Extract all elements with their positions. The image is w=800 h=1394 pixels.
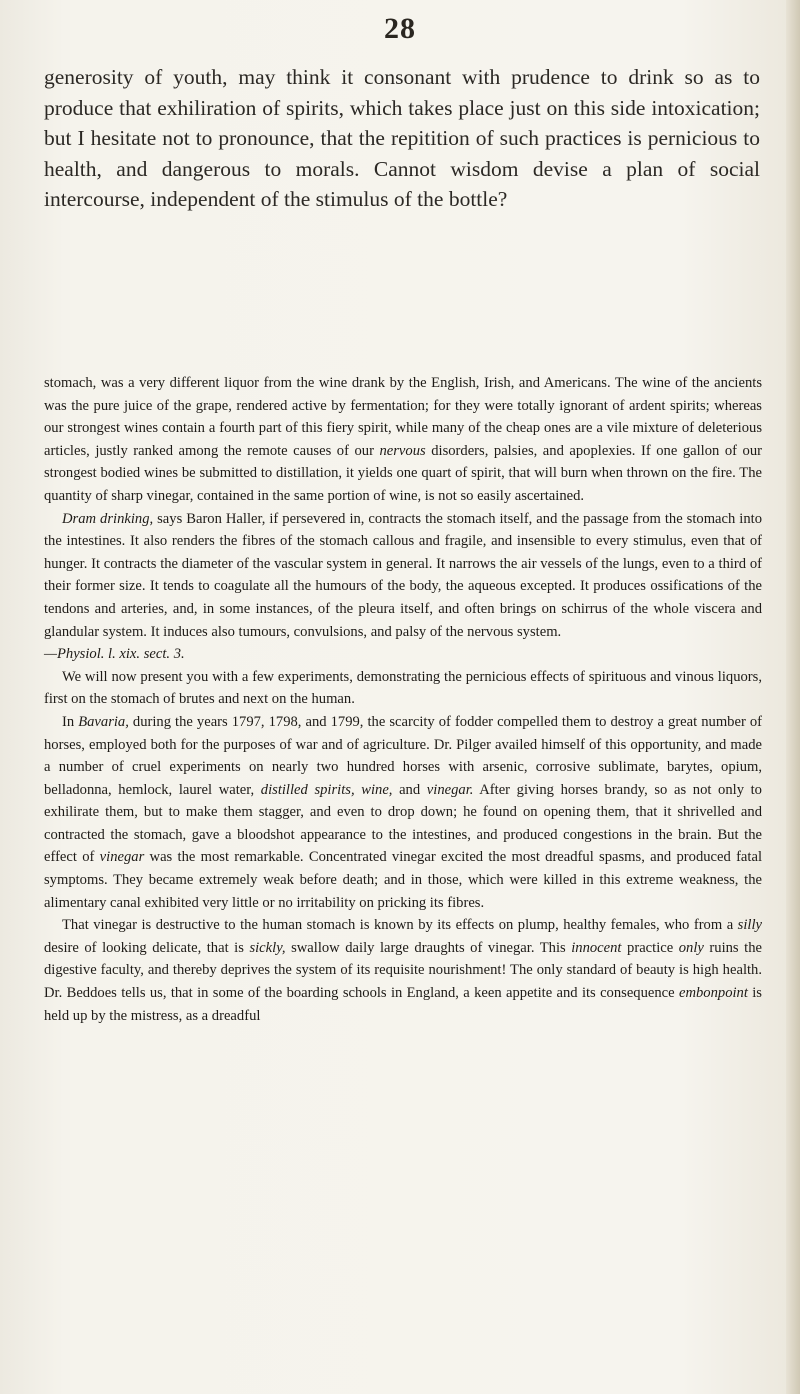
note-paragraph-5 — [44, 914, 762, 1027]
note-emphasis: distilled spirits, wine, — [260, 781, 393, 798]
note-text: desire of looking delicate, that is — [44, 939, 250, 956]
note-emphasis: embonpoint — [678, 985, 748, 1002]
note-emphasis: nervous — [379, 442, 426, 459]
note-text: That vinegar is destructive to the human stomach is known by its effects on plump, healthy females, who from a — [62, 917, 738, 934]
page-edge — [786, 0, 800, 1394]
note-emphasis: vinegar. — [426, 781, 474, 798]
note-emphasis: innocent — [571, 939, 622, 956]
note-paragraph-1 — [44, 372, 762, 508]
note-text: swallow daily large draughts of vinegar. This — [285, 939, 572, 956]
note-emphasis: vinegar — [99, 849, 145, 866]
note-text: practice — [621, 939, 679, 956]
note-text: was the most remarkable. Concentrated vinegar excited the most dreadful spasms, and produced fatal symptoms. They became extremely weak before death; and in those, which were killed in this extreme weakness, the alimentary canal exhibited very little or no irritability on pricking its fibres. — [44, 849, 762, 911]
note-text: says Baron Haller, if persevered in, contracts the stomach itself, and the passage from the stomach into the intestines. It also renders the fibres of the stomach callous and fragile, and insensible to every stimulus, even that of hunger. It contracts the diameter of the vascular system in general. It narrows the air vessels of the lungs, even to a third of their former size. It tends to coagulate all the humours of the body, the aqueous excepted. It produces ossifications of the tendons and arteries, and, in some instances, of the pleura itself, and often brings on schirrus of the whole viscera and glandular system. It induces also tumours, convulsions, and palsy of the nervous system. — [44, 510, 762, 640]
note-emphasis: Dram drinking, — [62, 510, 154, 527]
note-text: during the years 1797, 1798, and 1799, the scarcity of fodder compelled them to destroy a great number of horses, employed both for the purposes of war and of agriculture. Dr. Pilger availed himself of this opportunity, and made a number of cruel experiments on nearly two hundred horses with arsenic, corrosive sublimate, barytes, opium, belladonna, hemlock, laurel water, — [44, 713, 762, 798]
note-text: ruins the digestive faculty, and thereby deprives the system of its requisite nourishment! The only standard of beauty is high health. Dr. Beddoes tells us, that in some of the boarding schools in England, a keen appetite and its consequence — [44, 939, 762, 1002]
note-paragraph-4 — [44, 711, 762, 914]
note-emphasis: only — [678, 939, 704, 956]
note-text: In — [62, 713, 79, 730]
footnote-block — [44, 372, 762, 1027]
page-number: 28 — [384, 12, 416, 45]
note-text: and — [392, 781, 427, 798]
note-paragraph-3: We will now present you with a few experiments, demonstrating the pernicious effects of spirituous and vinous liquors, first on the stomach of brutes and next on the human. — [44, 668, 762, 708]
lead-paragraph: generosity of youth, may think it consonant with prudence to drink so as to produce that exhiliration of spirits, which takes place just on this side intoxication; but I hesitate not to pronounce, that the repitition of such practices is pernicious to health, and dangerous to morals. Cannot wisdom devise a plan of social intercourse, independent of the stimulus of the bottle? — [44, 65, 760, 211]
note-text: stomach, was a very different liquor from the wine drank by the English, Irish, and Americans. The wine of the ancients was the pure juice of the grape, rendered active by fermentation; for they were totally ignorant of ardent spirits; whereas our strongest wines contain a fourth part of this fiery spirit, while many of the cheap ones are a vile mixture of deleterious articles, justly ranked among the remote causes of our — [44, 375, 762, 459]
main-text — [44, 62, 760, 215]
note-text: is held up by the mistress, as a dreadful — [44, 985, 762, 1024]
note-paragraph-2 — [44, 508, 762, 644]
note-emphasis: Bavaria, — [78, 713, 129, 730]
citation: —Physiol. l. xix. sect. 3. — [44, 646, 185, 663]
note-text: After giving horses brandy, so as not only to exhilirate them, but to make them stagger, and even to drop down; he found on opening them, that it shrivelled and contracted the stomach, gave a bloodshot appearance to the intestines, and produced congestions in the brain. But the effect of — [44, 781, 762, 866]
note-emphasis: sickly, — [249, 939, 286, 956]
note-emphasis: silly — [737, 917, 762, 934]
note-reference — [44, 643, 762, 666]
note-text: disorders, palsies, and apoplexies. If one gallon of our strongest bodied wines be submitted to distillation, it yields one quart of spirit, that will burn when thrown on the fire. The quantity of sharp vinegar, contained in the same portion of wine, is not so easily ascertained. — [44, 442, 762, 504]
